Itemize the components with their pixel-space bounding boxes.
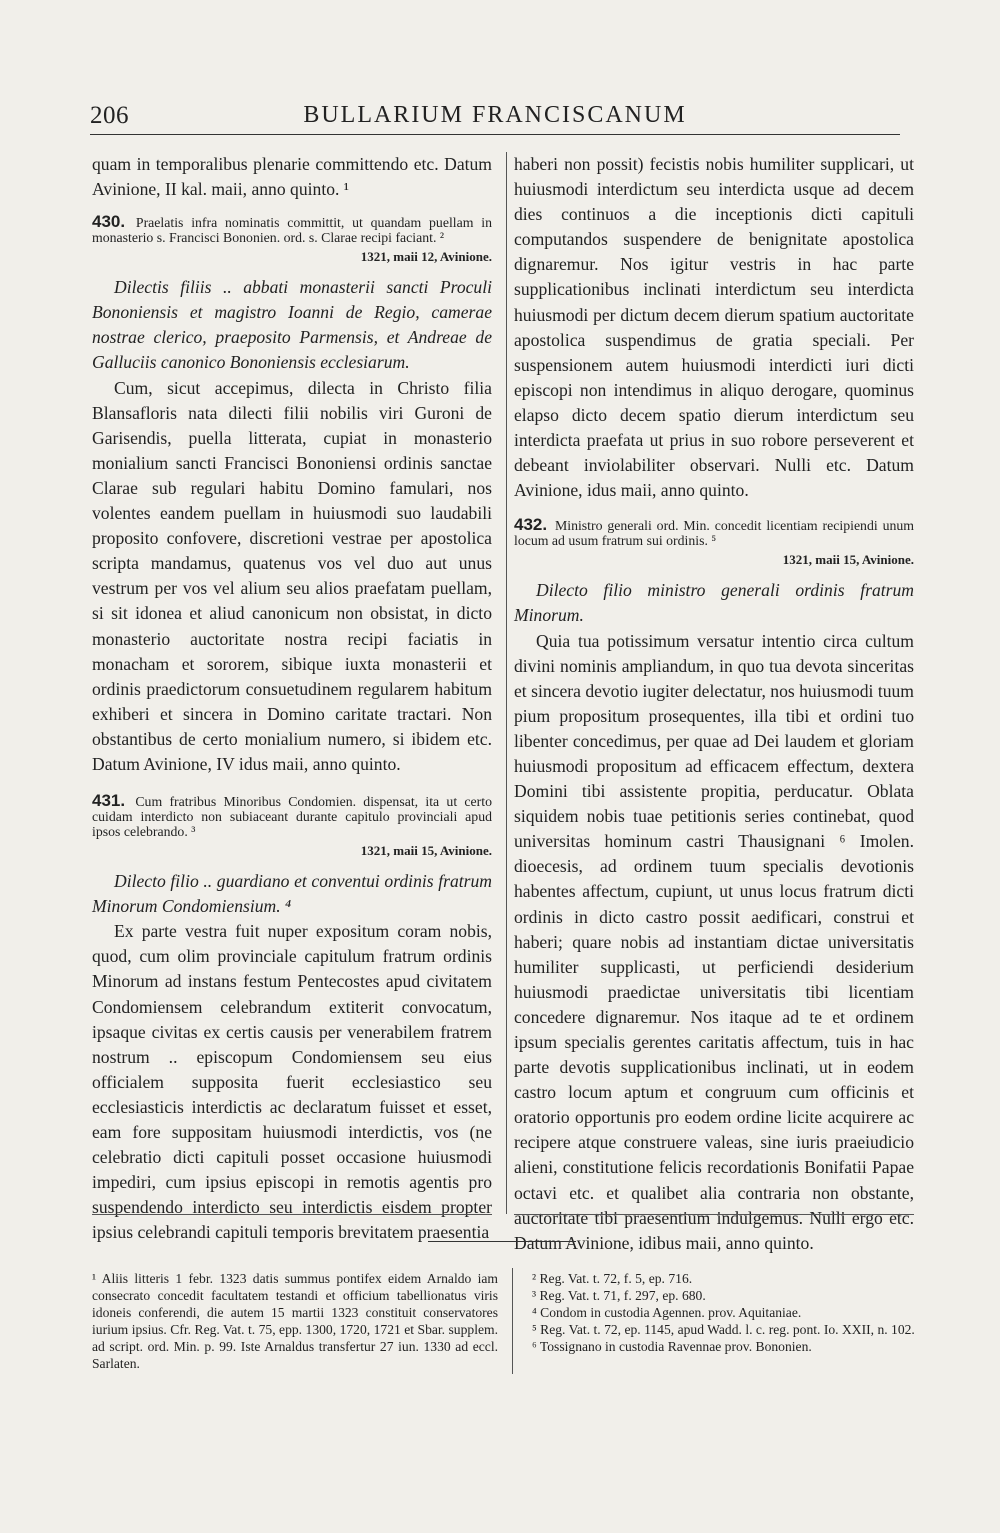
footnote-4: ⁴ Condom in custodia Agennen. prov. Aquitaniae. bbox=[532, 1305, 802, 1320]
entry-summary: Praelatis infra nominatis committit, ut quandam puellam in monasterio s. Francisci Bononien. ord. s. Clarae recipi faciant. ² bbox=[92, 215, 492, 246]
footnote-5: ⁵ Reg. Vat. t. 72, ep. 1145, apud Wadd. l. c. reg. pont. Io. XXII, n. 102. bbox=[532, 1322, 915, 1337]
footnote-2: ² Reg. Vat. t. 72, f. 5, ep. 716. bbox=[532, 1271, 693, 1286]
continuation-text: haberi non possit) fecistis nobis humiliter supplicari, ut huiusmodi interdictum seu interdicta usque ad decem dies continuos a die inceptionis dicti capituli computandos suspendere de benignitate apostolica dignaremur. Nos igitur vestris in hac parte supplicationibus inclinati interdictum seu interdicta huiusmodi per dictum decem dierum spatium auctoritate apostolica suspendimus de gratia speciali. Per suspensionem autem huiusmodi interdicti iuri dicti episcopi non intendimus in aliquo derogare, quominus elapso dicto decem spatio dierum interdictum seu interdicta praefata ut prius in suo robore perseverent et debeant inviolabiliter observari. Nulli etc. Datum Avinione, idus maii, anno quinto. bbox=[514, 154, 914, 501]
right-column bbox=[514, 152, 914, 1253]
footnotes-left bbox=[92, 1270, 498, 1372]
entry-date: 1321, maii 12, Avinione. bbox=[360, 249, 492, 265]
entry-address: Dilectis filiis .. abbati monasterii sancti Proculi Bononiensis et magistro Ioanni de Regio, camerae nostrae clerico, praeposito Parmensis, et Andreae de Galluciis canonico Bononiensis ecclesiarum. bbox=[92, 277, 492, 373]
running-head bbox=[90, 102, 900, 134]
entry-address: Dilecto filio .. guardiano et conventui ordinis fratrum Minorum Condomiensium. ⁴ bbox=[92, 871, 492, 917]
entry-summary: Ministro generali ord. Min. concedit licentiam recipiendi unum locum ad usum fratrum sui ordinis. ⁵ bbox=[514, 518, 914, 549]
footnote-1: ¹ Aliis litteris 1 febr. 1323 datis summus pontifex eidem Arnaldo iam consecrato concedit facultatem testandi et officium tabellionatus viris idoneis conferendi, die autem 15 martii 1323 constituit conservatores iurium ipsius. Cfr. Reg. Vat. t. 75, epp. 1300, 1720, 1721 et Sbar. supplem. ad script. ord. Min. p. 99. Iste Arnaldus transfertur 27 iun. 1330 ad eccl. Sarlaten. bbox=[92, 1271, 498, 1371]
entry-431-heading bbox=[92, 793, 492, 839]
footnote-3: ³ Reg. Vat. t. 71, f. 297, ep. 680. bbox=[532, 1288, 706, 1303]
left-column bbox=[92, 152, 492, 1243]
entry-date: 1321, maii 15, Avinione. bbox=[782, 552, 914, 568]
entry-430-heading bbox=[92, 214, 492, 245]
entry-number: 432. bbox=[514, 515, 548, 535]
footnote-rule bbox=[428, 1241, 576, 1242]
entry-summary: Cum fratribus Minoribus Condomien. dispensat, ita ut certo cuidam interdicto non subiaceant durante capitulo provinciali apud ipsos celebrando. ³ bbox=[92, 794, 492, 840]
entry-address: Dilecto filio ministro generali ordinis fratrum Minorum. bbox=[514, 580, 914, 626]
column-divider bbox=[506, 152, 507, 1214]
header-rule bbox=[90, 134, 900, 135]
entry-number: 430. bbox=[92, 212, 126, 232]
entry-text: Quia tua potissimum versatur intentio circa cultum divini nominis ampliandum, in quo tua devota sinceritas et sincera devotio iugiter delectatur, nos huiusmodi tuum pium propositum prosequentes, illa tibi et ordini tuo libenter concedimus, per quae ad Dei laudem et gloriam huiusmodi propositum ad efficacem effectum, dextera Domini tibi assistente propitia, perducatur. Oblata siquidem nobis tuae petitionis series continebat, quod universitas hominum castri Thausignani ⁶ Imolen. dioecesis, ad ordinem tuum specialis devotionis habentes affectum, cupiunt, ut unus locus fratrum dicti ordinis in dicto castro possit aedificari, construi et haberi; quare nobis ad instantiam dictae universitatis humiliter supplicasti, ut perficiendi desiderium huiusmodi praedictae universitatis tibi licentiam concedere dignaremur. Nos itaque ad te et ordinem ipsum specialis gerentes caritatis affectum, tuis in hac parte devotis supplicationibus inclinati, ut in eodem castro locum aptum et congruum cum officinis et oratorio opportunis pro eodem ordine licite acquirere ac recipere atque construere valeas, sine iuris praeiudicio alieni, constitutione felicis recordationis Bonifatii Papae octavi etc. et qualibet alia contraria non obstante, auctoritate tibi praesentium indulgemus. Nulli ergo etc. Datum Avinione, idibus maii, anno quinto. bbox=[514, 630, 914, 1253]
continuation-text: quam in temporalibus plenarie committendo etc. Datum Avinione, II kal. maii, anno quinto. ¹ bbox=[92, 154, 492, 200]
page-number: 206 bbox=[90, 102, 129, 129]
column-rule bbox=[92, 1214, 492, 1215]
entry-432-heading bbox=[514, 517, 914, 548]
footnotes-right bbox=[528, 1270, 920, 1355]
entry-text: Cum, sicut accepimus, dilecta in Christo filia Blansafloris nata dilecti filii nobilis viri Guroni de Garisendis, puella litterata, cupiat in monasterio monialium sancti Francisci Bononiensi ordinis sanctae Clarae sub regulari habitu Domino famulari, nos volentes eandem puellam in huiusmodi suo laudabili proposito confovere, discretioni vestrae per apostolica scripta mandamus, quatenus vos vel duo aut unus vestrum per vos vel alium seu alios praefatam puellam, si sit idonea et aliud canonicum non obsistat, in dicto monasterio auctoritate nostra recipi faciatis in monacham et sororem, sibique iuxta monasterii et ordinis praedictorum consuetudinem regularem habitum exhiberi et sincera in Domino caritate tractari. Non obstantibus de certo monialium numero, si ibidem etc. Datum Avinione, IV idus maii, anno quinto. bbox=[92, 377, 492, 774]
column-rule bbox=[514, 1214, 914, 1215]
entry-date: 1321, maii 15, Avinione. bbox=[360, 843, 492, 859]
entry-number: 431. bbox=[92, 791, 126, 811]
entry-text: Ex parte vestra fuit nuper expositum coram nobis, quod, cum olim provinciale capitulum fratrum ordinis Minorum ad instans festum Pentecostes apud civitatem Condomiensem celebrandum extiterit convocatum, ipsaque civitas ex certis causis per venerabilem fratrem nostrum .. episcopum Condomiensem seu eius officialem supposita fuerit ecclesiastico seu ecclesiasticis interdictis ac declaratum fuisset et esset, eam fore suppositam huiusmodi interdictis, vos (ne celebratio dicti capituli posset occasione huiusmodi impediri, cum ipsius episcopi in remotis agentis pro suspendendo interdicto seu interdictis eisdem propter ipsius celebrandi capituli temporis brevitatem praesentia bbox=[92, 921, 492, 1243]
footnote-6: ⁶ Tossignano in custodia Ravennae prov. Bononien. bbox=[532, 1339, 812, 1354]
book-title: BULLARIUM FRANCISCANUM bbox=[303, 102, 687, 128]
footnote-divider bbox=[512, 1268, 513, 1374]
